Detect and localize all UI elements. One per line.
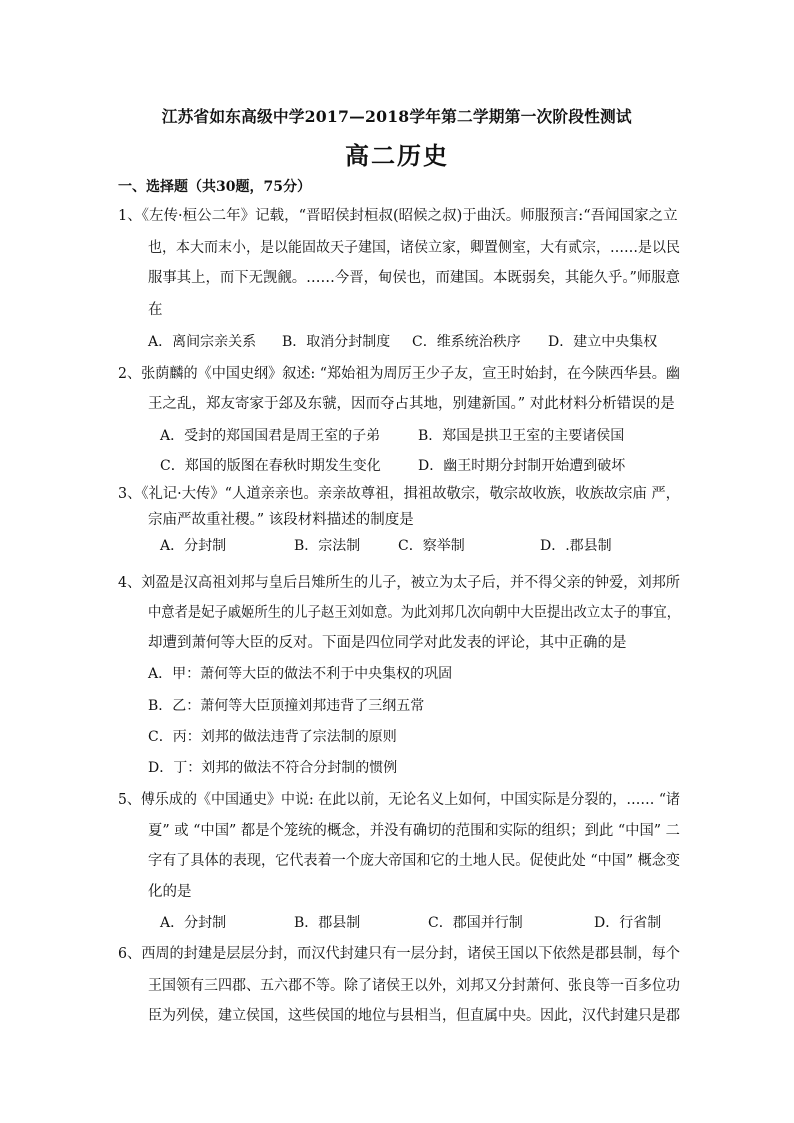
question-5-option-b: B．郡县制	[294, 915, 361, 931]
question-1-option-b: B．取消分封制度	[282, 334, 391, 350]
question-5-option-a: A．分封制	[160, 915, 227, 931]
question-1-line-3: 服事其上，而下无觊觎。……今晋，甸侯也，而建国。本既弱矣，其能久乎。”师服意	[148, 270, 680, 286]
question-2-option-d: D．幽王时期分封制开始遭到破坏	[418, 458, 626, 474]
question-6-line-3: 臣为列侯，建立侯国，这些侯国的地位与县相当，但直属中央。因此，汉代封建只是郡	[148, 1008, 680, 1024]
question-5-option-d: D．行省制	[594, 915, 662, 931]
question-5-line-1: 5、傅乐成的《中国通史》中说: 在此以前，无论名义上如何，中国实际是分裂的，…… “诸	[118, 792, 680, 808]
question-4-line-2: 中意者是妃子戚姬所生的儿子赵王刘如意。为此刘邦几次向朝中大臣提出改立太子的事宜，	[148, 605, 680, 621]
question-2-option-b: B．郑国是拱卫王室的主要诸侯国	[418, 428, 625, 444]
exam-title: 江苏省如东高级中学2017—2018学年第二学期第一次阶段性测试	[162, 107, 632, 126]
question-1-line-4: 在	[148, 302, 163, 318]
question-3-option-b: B．宗法制	[294, 538, 361, 554]
question-3-option-a: A．分封制	[160, 538, 227, 554]
question-5-option-c: C．郡国并行制	[428, 915, 523, 931]
question-5-line-4: 化的是	[148, 884, 192, 900]
question-2-line-2: 王之乱，郑友寄家于郐及东虢，因而夺占其地，别建新国。” 对此材料分析错误的是	[148, 396, 675, 412]
question-2-option-a: A．受封的郑国国君是周王室的子弟	[160, 428, 381, 444]
question-4-line-1: 4、刘盈是汉高祖刘邦与皇后吕雉所生的儿子，被立为太子后，并不得父亲的钟爱，刘邦所	[118, 575, 680, 591]
question-1-line-2: 也，本大而末小，是以能固故天子建国，诸侯立家，卿置侧室，大有贰宗，……是以民	[148, 240, 680, 256]
question-1-option-d: D．建立中央集权	[548, 334, 658, 350]
question-3-line-2: 宗庙严故重社稷。” 该段材料描述的制度是	[148, 512, 414, 528]
question-6-line-1: 6、西周的封建是层层分封，而汉代封建只有一层分封，诸侯王国以下依然是郡县制，每个	[118, 946, 680, 962]
question-4-option-b: B．乙：萧何等大臣顶撞刘邦违背了三纲五常	[148, 698, 425, 714]
question-5-line-3: 字有了具体的表现，它代表着一个庞大帝国和它的土地人民。促使此处 “中国” 概念变	[148, 853, 680, 869]
question-3-option-d: D．.郡县制	[540, 538, 612, 554]
question-5-line-2: 夏” 或 “中国” 都是个笼统的概念，并没有确切的范围和实际的组织；到此 “中国” 二	[148, 823, 680, 839]
question-3-line-1: 3、《礼记·大传》“人道亲亲也。亲亲故尊祖，揖祖故敬宗，敬宗故收族，收族故宗庙 严，	[118, 486, 680, 502]
question-4-line-3: 却遭到萧何等大臣的反对。下面是四位同学对此发表的评论，其中正确的是	[148, 635, 627, 651]
question-4-option-d: D．丁：刘邦的做法不符合分封制的惯例	[148, 760, 398, 776]
subject-title: 高二历史	[345, 141, 449, 170]
question-6-line-2: 王国领有三四郡、五六郡不等。除了诸侯王以外，刘邦又分封萧何、张良等一百多位功	[148, 978, 680, 994]
question-2-option-c: C．郑国的版图在春秋时期发生变化	[160, 458, 381, 474]
question-3-option-c: C．察举制	[398, 538, 465, 554]
question-2-line-1: 2、张荫麟的《中国史纲》叙述: “郑始祖为周厉王少子友，宣王时始封，在今陕西华县。幽	[118, 366, 680, 382]
question-1-option-c: C．维系统治秩序	[412, 334, 521, 350]
question-4-option-a: A．甲：萧何等大臣的做法不利于中央集权的巩固	[148, 666, 453, 682]
question-1-line-1: 1、《左传·桓公二年》记载，“晋昭侯封桓叔(昭候之叔)于曲沃。师服预言:“吾闻国家之立	[118, 208, 678, 224]
question-1-option-a: A．离间宗亲关系	[148, 334, 257, 350]
section-heading: 一、选择题（共30题，75分）	[118, 179, 311, 195]
question-4-option-c: C．丙：刘邦的做法违背了宗法制的原则	[148, 729, 397, 745]
